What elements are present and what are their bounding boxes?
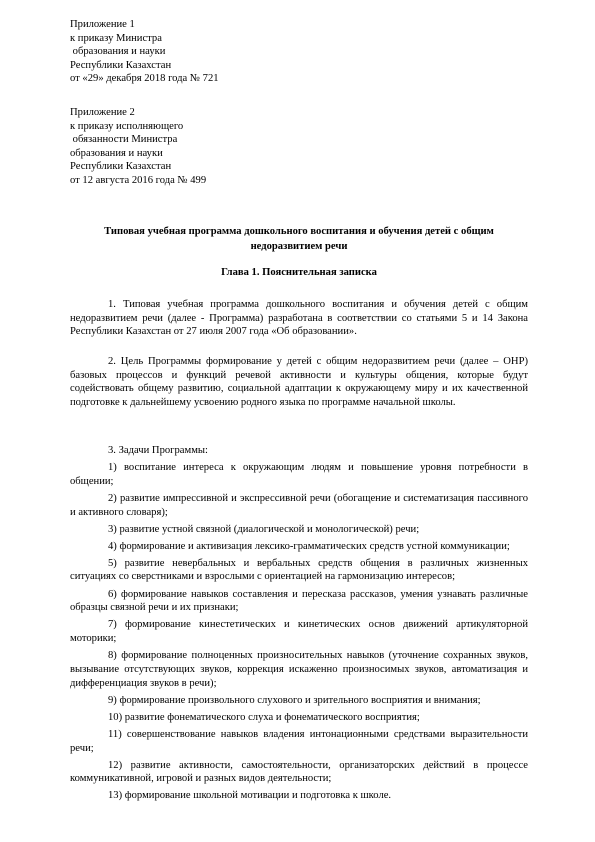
appendix-1-line: образования и науки: [70, 46, 166, 58]
paragraph-2: 2. Цель Программы формирование у детей с общим недоразвитием речи (далее – ОНР) базовых процессов и функций речевой активности и культуры общения, которые будут содействовать общему развитию, социальной адаптации к окружающему миру и их качественной подготовке к дальнейшему усвоению родного языка по программе начальной школы.: [70, 356, 528, 408]
appendix-1-line: к приказу Министра: [70, 32, 162, 44]
task-item: 8) формирование полноценных произносительных навыков (уточнение сохранных звуков, вызывание отсутствующих звуков, коррекция искаженно произносимых звуков, автоматизация и дифференциация звуков в речи);: [70, 650, 528, 689]
task-item: 11) совершенствование навыков владения интонационными средствами выразительности речи;: [70, 728, 528, 754]
appendix-1-block: [70, 18, 370, 86]
appendix-1-line: Республики Казахстан: [70, 59, 172, 71]
appendix-2-line: от 12 августа 2016 года № 499: [70, 174, 207, 186]
tasks-heading: 3. Задачи Программы:: [108, 445, 208, 456]
appendix-1-line: Приложение 1: [70, 19, 135, 30]
task-item: 5) развитие невербальных и вербальных средств общения в различных жизненных ситуациях со сверстниками и взрослыми с ориентацией на гармонизацию интересов;: [70, 557, 528, 583]
appendix-2-line: к приказу исполняющего: [70, 120, 184, 132]
task-item: 9) формирование произвольного слухового и зрительного восприятия и внимания;: [108, 694, 481, 706]
task-item: 2) развитие импрессивной и экспрессивной речи (обогащение и систематизация пассивного и активного словаря);: [70, 492, 528, 518]
task-item: 1) воспитание интереса к окружающим людям и повышение уровня потребности в общении;: [70, 462, 528, 487]
task-item: 13) формирование школьной мотивации и подготовка к школе.: [108, 790, 392, 802]
task-item: 12) развитие активности, самостоятельности, организаторских действий в процессе коммуникативной, игровой и разных видов деятельности;: [70, 759, 528, 785]
tasks-section: [70, 444, 528, 807]
paragraph-1: 1. Типовая учебная программа дошкольного воспитания и обучения детей с общим недоразвитием речи (далее - Программа) разработана в соответствии со статьями 5 и 14 Закона Республики Казахстан от 27 июля 2007 года «Об образовании».: [70, 299, 528, 338]
appendix-2-block: [70, 106, 370, 188]
appendix-2-line: Республики Казахстан: [70, 161, 172, 173]
appendix-2-line: Приложение 2: [70, 107, 135, 118]
task-item: 10) развитие фонематического слуха и фонематического восприятия;: [108, 711, 420, 723]
task-item: 7) формирование кинестетических и кинетических основ движений артикуляторной моторики;: [70, 619, 528, 645]
document-title: Типовая учебная программа дошкольного воспитания и обучения детей с общим недоразвитием речи: [104, 226, 494, 252]
appendix-1-line: от «29» декабря 2018 года № 721: [70, 73, 219, 85]
task-item: 4) формирование и активизация лексико-грамматических средств устной коммуникации;: [108, 540, 510, 552]
appendix-2-line: образования и науки: [70, 147, 163, 159]
appendix-2-line: обязанности Министра: [70, 134, 178, 146]
task-item: 6) формирование навыков составления и пересказа рассказов, умения узнавать различные образцы связной речи и их признаки;: [70, 588, 528, 614]
task-item: 3) развитие устной связной (диалогической и монологической) речи;: [108, 523, 420, 535]
chapter-heading: Глава 1. Пояснительная записка: [221, 267, 377, 278]
